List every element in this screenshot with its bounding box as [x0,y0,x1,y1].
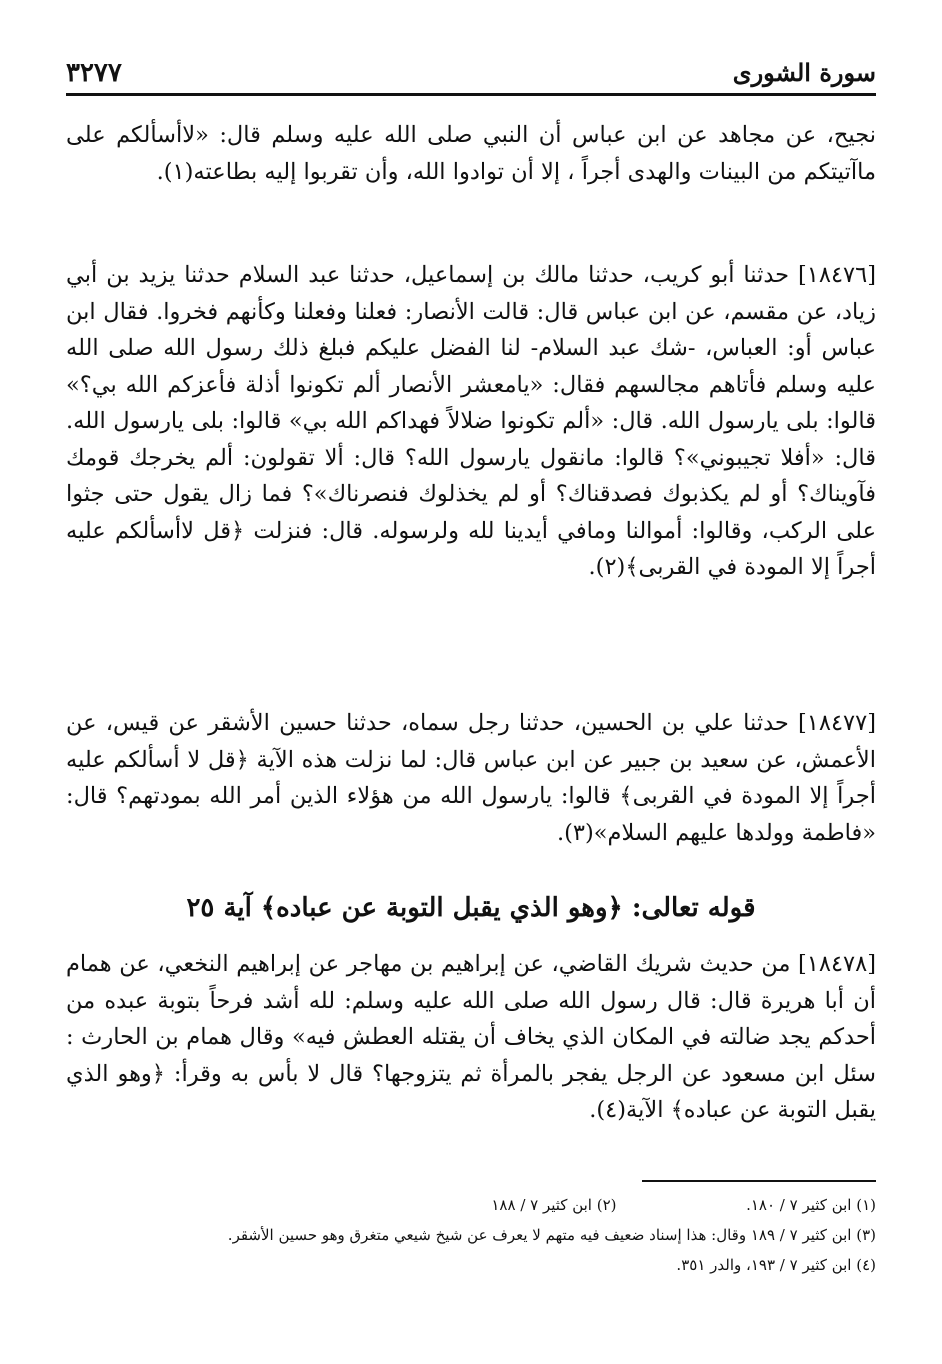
hadith-number: [١٨٤٧٧] [798,710,876,736]
header-rule [66,93,876,96]
hadith-number: [١٨٤٧٦] [798,262,876,288]
paragraph-text: حدثنا علي بن الحسين، حدثنا رجل سماه، حدثنا حسين الأشقر عن قيس، عن الأعمش، عن سعيد بن جبير عن ابن عباس قال: لما نزلت هذه الآية ﴿قل لا أسألكم عليه أجراً إلا المودة في القربى﴾ قالوا: يارسول الله من هؤلاء الذين أمر الله بمودتهم؟ قال: «فاطمة وولدها عليهم السلام»(٣). [66,710,876,846]
footnote-line [66,1190,876,1220]
footnote-3: (٣) ابن كثير ٧ / ١٨٩ وقال: هذا إسناد ضعيف فيه متهم لا يعرف عن شيخ شيعي متغرق وهو حسين الأشقر. [227,1226,876,1244]
footnote-2: (٢) ابن كثير ٧ / ١٨٨ [491,1196,617,1214]
page-number: ٣٢٧٧ [66,58,122,88]
paragraph-continuation [66,117,876,190]
paragraph-text: من حديث شريك القاضي، عن إبراهيم بن مهاجر عن إبراهيم النخعي، عن همام أن أبا هريرة قال: قال رسول الله صلى الله عليه وسلم: لله أشد فرحاً بتوبة عبده من أحدكم يجد ضالته في المكان الذي يخاف أن يقتله العطش فيه» وقال همام بن الحارث : سئل ابن مسعود عن الرجل يفجر بالمرأة ثم يتزوجها؟ قال لا بأس به وقرأ: ﴿وهو الذي يقبل التوبة عن عباده﴾ الآية(٤). [66,951,876,1123]
hadith-number: [١٨٤٧٨] [798,951,876,977]
hadith-paragraph [66,705,876,851]
hadith-paragraph [66,946,876,1129]
hadith-paragraph [66,257,876,586]
page-header [66,52,876,88]
footnote-4: (٤) ابن كثير ٧ / ١٩٣، والدر ٣٥١. [676,1256,876,1274]
surah-title: سورة الشورى [732,58,876,87]
footnotes [66,1190,876,1280]
paragraph-text: حدثنا أبو كريب، حدثنا مالك بن إسماعيل، حدثنا عبد السلام حدثنا يزيد بن أبي زياد، عن مقسم، عن ابن عباس قال: قالت الأنصار: فعلنا وفعلنا وكأنهم فخروا. فقال ابن عباس أو: العباس، -شك عبد السلام- لنا الفضل عليكم فبلغ ذلك رسول الله صلى الله عليه وسلم فأتاهم مجالسهم فقال: «يامعشر الأنصار ألم تكونوا أذلة فأعزكم الله بي؟» قالوا: بلى يارسول الله. قال: «ألم تكونوا ضلالاً فهداكم الله بي» قالوا: بلى يارسول الله. قال: «أفلا تجيبوني»؟ قالوا: مانقول يارسول الله؟ قال: ألا تقولون: ألم يخرجك قومك فآويناك؟ أو لم يكذبوك فصدقناك؟ أو لم يخذلوك فنصرناك»؟ فما زال يقول حتى جثوا على الركب، وقالوا: أموالنا ومافي أيدينا لله ولرسوله. قال: فنزلت ﴿قل لاأسألكم عليه أجراً إلا المودة في القربى﴾(٢). [66,262,876,580]
paragraph-text: نجيح، عن مجاهد عن ابن عباس أن النبي صلى الله عليه وسلم قال: «لاأسألكم على ماآتيتكم من البينات والهدى أجراً ، إلا أن توادوا الله، وأن تقربوا إليه بطاعته(١). [66,122,876,185]
footnote-1: (١) ابن كثير ٧ / ١٨٠. [746,1196,876,1214]
footnote-rule [642,1180,876,1182]
section-heading: قوله تعالى: ﴿وهو الذي يقبل التوبة عن عباده﴾ آية ٢٥ [186,893,756,923]
